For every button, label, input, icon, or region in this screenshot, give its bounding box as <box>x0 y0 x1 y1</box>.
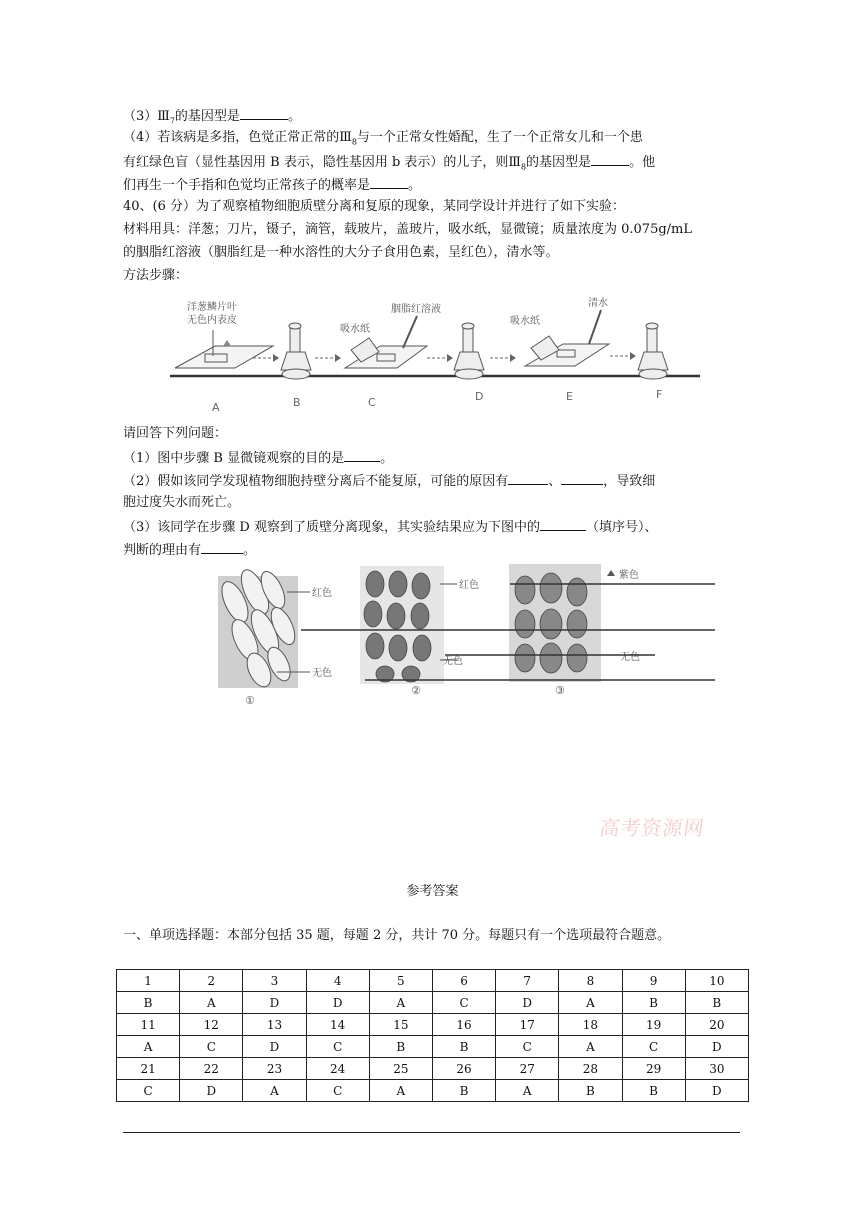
table-cell: 21 <box>117 1058 180 1080</box>
table-cell: 25 <box>369 1058 432 1080</box>
table-cell: 22 <box>180 1058 243 1080</box>
table-cell: C <box>622 1036 685 1058</box>
sub-question-3-line-2: 判断的理由有 。 <box>123 539 256 561</box>
answer-table <box>116 969 749 1102</box>
micrograph-figure <box>215 562 715 712</box>
sub-question-2-line-2: 胞过度失水而死亡。 <box>123 495 241 510</box>
answer-blank[interactable] <box>201 539 243 554</box>
watermark: 高考资源网 <box>597 816 707 840</box>
table-cell: D <box>496 992 559 1014</box>
table-row <box>117 1080 749 1102</box>
table-cell: 30 <box>685 1058 748 1080</box>
table-cell: C <box>496 1036 559 1058</box>
answer-prompt: 请回答下列问题： <box>123 426 228 441</box>
table-cell: 16 <box>432 1014 495 1036</box>
table-cell: 29 <box>622 1058 685 1080</box>
table-cell: 2 <box>180 970 243 992</box>
step-label-c: C <box>368 396 376 409</box>
panel-number-3: ③ <box>555 684 565 697</box>
table-cell: 23 <box>243 1058 306 1080</box>
answer-blank[interactable] <box>240 105 288 120</box>
table-cell: 3 <box>243 970 306 992</box>
label-purple: 紫色 <box>619 570 639 581</box>
table-cell: A <box>369 1080 432 1102</box>
table-cell: C <box>117 1080 180 1102</box>
table-cell: 19 <box>622 1014 685 1036</box>
step-label-a: A <box>212 401 220 414</box>
table-cell: B <box>432 1036 495 1058</box>
label-colorless-2: 无色 <box>443 656 463 667</box>
table-cell: 14 <box>306 1014 369 1036</box>
table-cell: 12 <box>180 1014 243 1036</box>
answer-blank[interactable] <box>540 516 586 531</box>
table-cell: B <box>369 1036 432 1058</box>
answer-blank[interactable] <box>370 174 408 189</box>
question-4-line-1: （4）若该病是多指，色觉正常正常的$Ⅲ_8$与一个正常女性婚配，生了一个正常女儿和一个患 <box>123 130 643 147</box>
table-cell: 9 <box>622 970 685 992</box>
table-row <box>117 1014 749 1036</box>
materials-line-2: 的胭脂红溶液（胭脂红是一种水溶性的大分子食用色素，呈红色），清水等。 <box>123 245 559 260</box>
table-cell: C <box>306 1080 369 1102</box>
table-cell: 7 <box>496 970 559 992</box>
table-row <box>117 992 749 1014</box>
label-colorless-3: 无色 <box>620 652 640 663</box>
table-cell: 8 <box>559 970 622 992</box>
table-cell: B <box>559 1080 622 1102</box>
answer-blank[interactable] <box>591 151 629 166</box>
answer-blank[interactable] <box>561 470 603 485</box>
table-cell: 15 <box>369 1014 432 1036</box>
panel-1 <box>217 566 332 707</box>
table-cell: 18 <box>559 1014 622 1036</box>
question-4-line-3: 们再生一个手指和色觉均正常孩子的概率是 。 <box>123 174 421 196</box>
sub-question-2-line-1: （2）假如该同学发现植物细胞持壁分离后不能复原，可能的原因有 、 ，导致细 <box>123 470 655 492</box>
table-cell: 1 <box>117 970 180 992</box>
table-cell: D <box>180 1080 243 1102</box>
procedure-diagram <box>165 290 705 420</box>
label-colorless-1: 无色 <box>312 668 332 679</box>
table-cell: 28 <box>559 1058 622 1080</box>
table-cell: B <box>117 992 180 1014</box>
answers-title: 参考答案 <box>406 884 459 899</box>
label-water: 清水 <box>588 298 608 309</box>
table-cell: A <box>369 992 432 1014</box>
table-cell: A <box>559 992 622 1014</box>
table-cell: 17 <box>496 1014 559 1036</box>
materials-line-1: 材料用具：洋葱；刀片，镊子，滴管，载玻片，盖玻片，吸水纸，显微镜；质量浓度为 0.075g/mL <box>123 222 693 237</box>
table-cell: 13 <box>243 1014 306 1036</box>
table-cell: B <box>622 992 685 1014</box>
procedure-figure <box>165 290 705 420</box>
step-label-d: D <box>475 390 484 403</box>
answer-blank[interactable] <box>508 470 548 485</box>
table-cell: B <box>685 992 748 1014</box>
table-cell: A <box>496 1080 559 1102</box>
table-cell: A <box>243 1080 306 1102</box>
question-3: $(3)Ⅲ_7$的基因型是 。 <box>123 105 301 132</box>
label-paper-2: 吸水纸 <box>510 316 540 327</box>
table-cell: A <box>180 992 243 1014</box>
method-heading: 方法步骤： <box>123 268 189 283</box>
label-red-2: 红色 <box>459 580 479 591</box>
step-label-e: E <box>566 390 573 403</box>
table-cell: A <box>559 1036 622 1058</box>
table-cell: C <box>432 992 495 1014</box>
table-cell: 26 <box>432 1058 495 1080</box>
micrograph-diagram <box>215 562 715 712</box>
table-cell: D <box>685 1080 748 1102</box>
table-row <box>117 1058 749 1080</box>
sub-question-3-line-1: （3）该同学在步骤 D 观察到了质壁分离现象，其实验结果应为下图中的 （填序号）、 <box>123 516 657 538</box>
table-cell: 11 <box>117 1014 180 1036</box>
question-4-line-2: 有红绿色盲（显性基因用 B 表示，隐性基因用 b 表示）的儿子，则$Ⅲ_8$的基因型是 。他 <box>123 151 655 178</box>
panel-number-1: ① <box>245 694 255 707</box>
panel-2 <box>360 566 479 697</box>
table-cell: 4 <box>306 970 369 992</box>
table-cell: D <box>243 992 306 1014</box>
label-onion: 洋葱鳞片叶 <box>187 302 237 313</box>
table-cell: 20 <box>685 1014 748 1036</box>
table-cell: D <box>306 992 369 1014</box>
label-paper-1: 吸水纸 <box>340 324 370 335</box>
table-cell: C <box>306 1036 369 1058</box>
answer-blank[interactable] <box>344 447 380 462</box>
step-label-f: F <box>656 388 663 401</box>
table-cell: 27 <box>496 1058 559 1080</box>
table-row <box>117 1036 749 1058</box>
answers-section: 一、单项选择题：本部分包括 35 题，每题 2 分，共计 70 分。每题只有一个选项最符合题意。 <box>123 928 671 943</box>
table-cell: B <box>432 1080 495 1102</box>
table-cell: 5 <box>369 970 432 992</box>
label-red-1: 红色 <box>312 588 332 599</box>
table-cell: 24 <box>306 1058 369 1080</box>
table-cell: A <box>117 1036 180 1058</box>
table-cell: D <box>243 1036 306 1058</box>
table-cell: D <box>685 1036 748 1058</box>
table-cell: B <box>622 1080 685 1102</box>
label-epidermis: 无色内表皮 <box>187 315 237 326</box>
table-cell: 6 <box>432 970 495 992</box>
table-cell: C <box>180 1036 243 1058</box>
footer-rule <box>123 1132 740 1133</box>
sub-question-1: （1）图中步骤 B 显微镜观察的目的是 。 <box>123 447 393 469</box>
table-row <box>117 970 749 992</box>
panel-number-2: ② <box>411 684 421 697</box>
step-label-b: B <box>293 396 301 409</box>
label-dye: 胭脂红溶液 <box>391 304 441 315</box>
table-cell: 10 <box>685 970 748 992</box>
question-40-title: 40、(6 分）为了观察植物细胞质壁分离和复原的现象，某同学设计并进行了如下实验： <box>123 199 626 214</box>
